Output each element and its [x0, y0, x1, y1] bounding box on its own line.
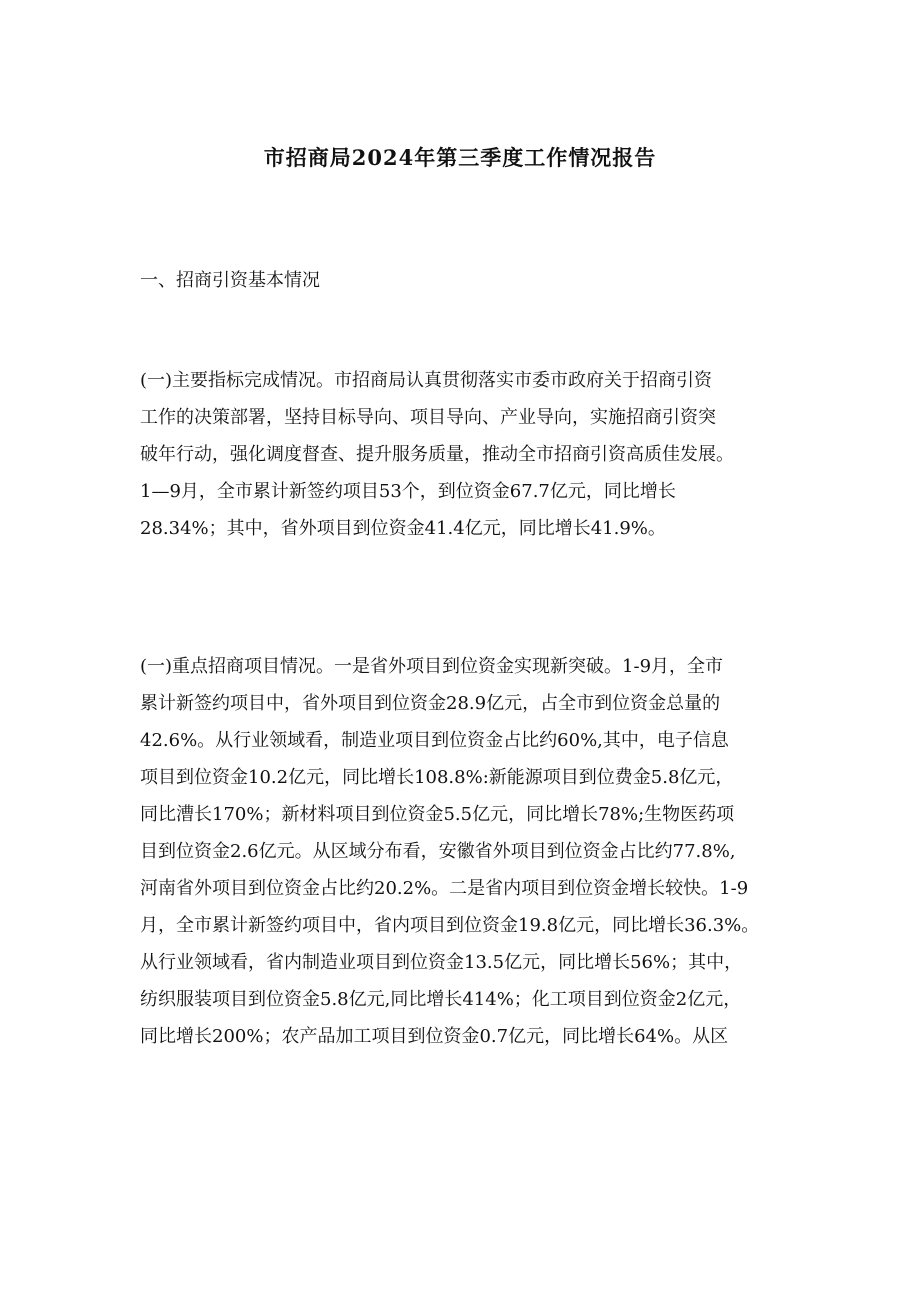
document-title: 市招商局2024年第三季度工作情况报告 [263, 145, 657, 170]
paragraph-line: 同比增长200%；农产品加工项目到位资金0.7亿元，同比增长64%。从区 [140, 1026, 729, 1047]
paragraph-line: 同比漕长170%；新材料项目到位资金5.5亿元，同比增长78%;生物医药项 [140, 804, 735, 825]
paragraph-line: 从行业领域看，省内制造业项目到位资金13.5亿元，同比增长56%；其中， [140, 952, 743, 973]
paragraph-line: 28.34%；其中，省外项目到位资金41.4亿元，同比增长41.9%。 [140, 518, 666, 539]
paragraph-key-projects [140, 648, 800, 1055]
paragraph-line: 42.6%。从行业领域看，制造业项目到位资金占比约60%,其中，电子信息 [140, 730, 729, 751]
paragraph-line: 河南省外项目到位资金占比约20.2%。二是省内项目到位资金增长较快。1-9 [140, 878, 749, 899]
paragraph-line: 1—9月，全市累计新签约项目53个，到位资金67.7亿元，同比增长 [140, 481, 676, 502]
paragraph-line: (一)重点招商项目情况。一是省外项目到位资金实现新突破。1-9月，全市 [140, 656, 724, 677]
section-heading: 一、招商引资基本情况 [140, 270, 320, 291]
paragraph-line: 破年行动，强化调度督查、提升服务质量，推动全市招商引资高质佳发展。 [140, 444, 734, 465]
paragraph-line: 项目到位资金10.2亿元，同比增长108.8%:新能源项目到位费金5.8亿元， [140, 767, 734, 788]
paragraph-line: 纺织服装项目到位资金5.8亿元,同比增长414%；化工项目到位资金2亿元， [140, 989, 742, 1010]
paragraph-line: 累计新签约项目中，省外项目到位资金28.9亿元，占全市到位资金总量的 [140, 693, 721, 714]
paragraph-line: 月，全市累计新签约项目中，省内项目到位资金19.8亿元，同比增长36.3%。 [140, 915, 760, 936]
paragraph-line: (一)主要指标完成情况。市招商局认真贯彻落实市委市政府关于招商引资 [140, 370, 713, 391]
paragraph-line: 工作的决策部署，坚持目标导向、项目导向、产业导向，实施招商引资突 [140, 407, 716, 428]
paragraph-line: 目到位资金2.6亿元。从区域分布看，安徽省外项目到位资金占比约77.8%, [140, 841, 736, 862]
paragraph-main-indicators [140, 362, 800, 547]
